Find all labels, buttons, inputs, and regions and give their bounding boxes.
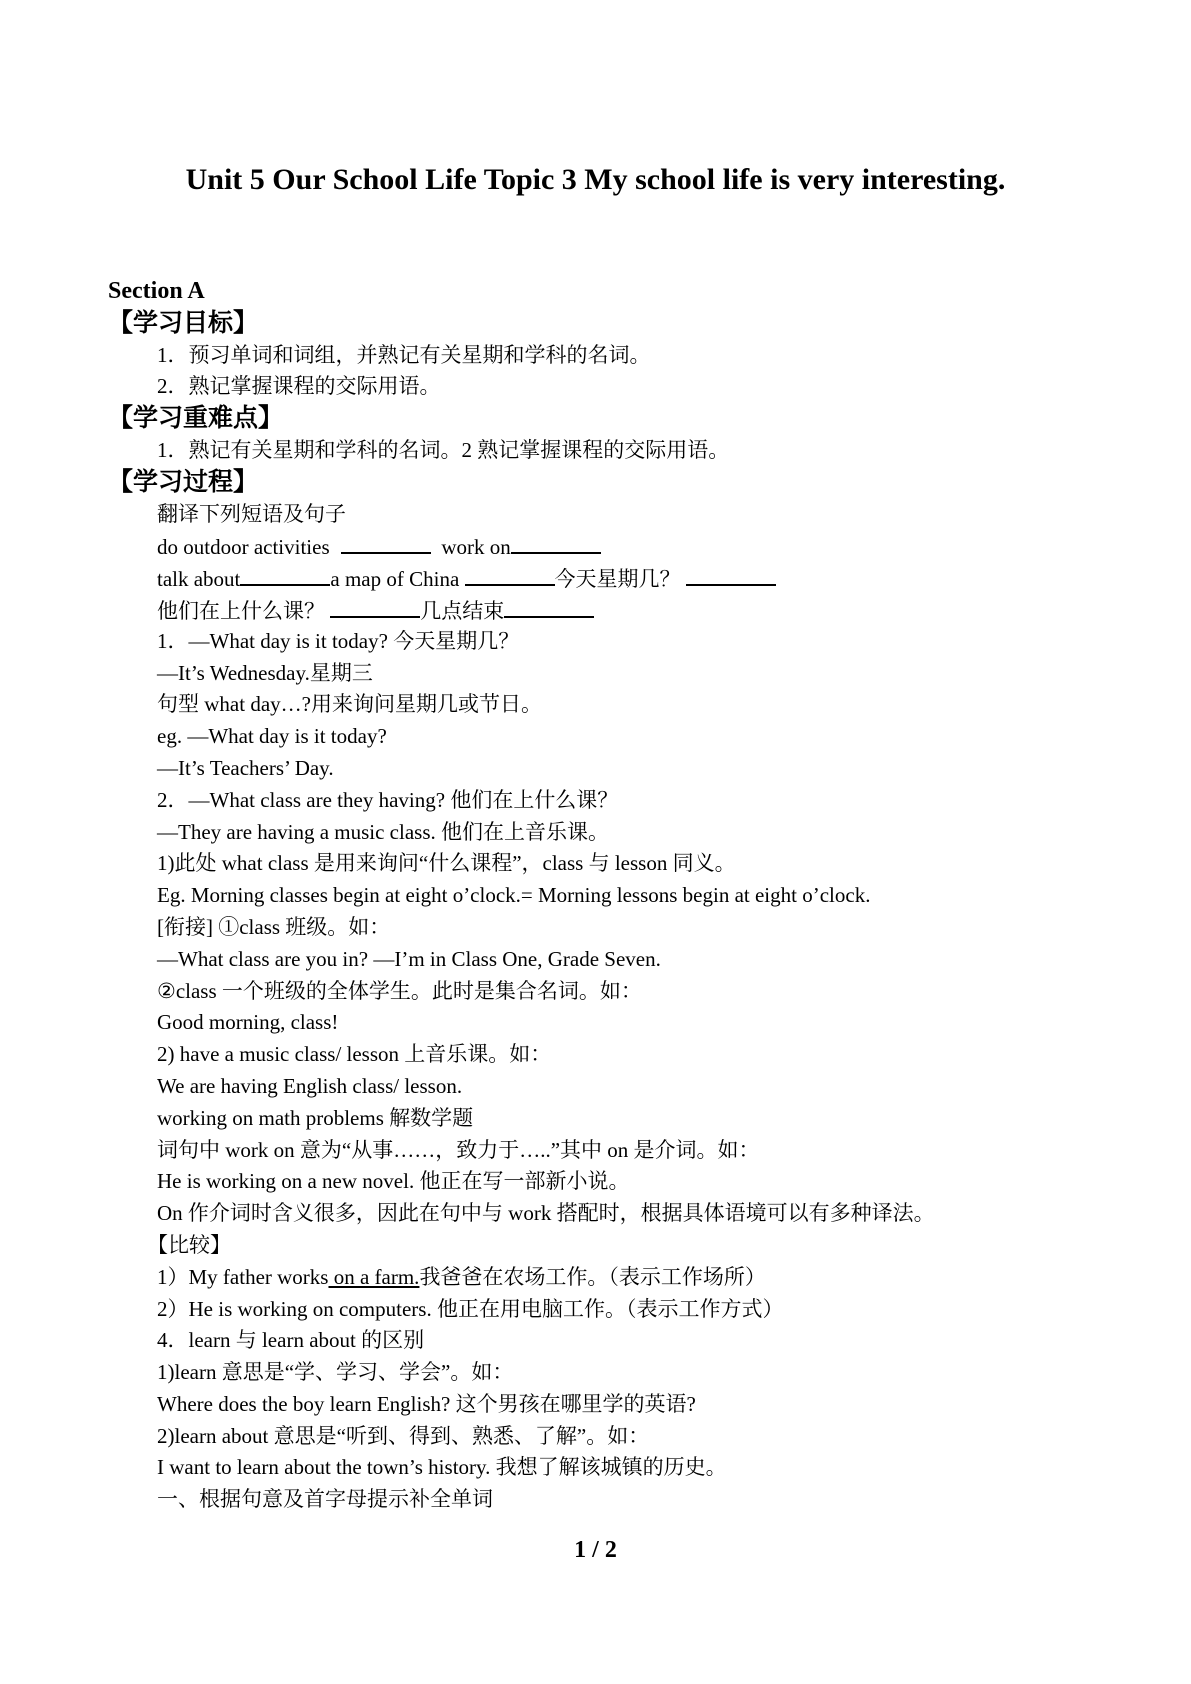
text-line: —What class are you in? —I’m in Class One, Grade Seven.: [157, 946, 661, 971]
text-line: —It’s Teachers’ Day.: [157, 755, 334, 780]
compare-heading: 【比较】: [147, 1232, 231, 1257]
text-line: 句型 what day…?用来询问星期几或节日。: [157, 692, 542, 717]
text-line: 2．—What class are they having? 他们在上什么课？: [157, 787, 619, 812]
phrase-text: talk about: [157, 567, 241, 592]
text-line: eg. —What day is it today?: [157, 724, 387, 749]
answer-blank[interactable]: [240, 562, 330, 586]
answer-blank[interactable]: [504, 594, 594, 618]
answer-blank[interactable]: [330, 594, 420, 618]
page-title: Unit 5 Our School Life Topic 3 My school life is very interesting.: [185, 163, 1006, 196]
text-line: 词句中 work on 意为“从事……，致力于…..”其中 on 是介词。如：: [157, 1137, 760, 1162]
text-line: ②class 一个班级的全体学生。此时是集合名词。如：: [157, 978, 642, 1003]
translate-row: [0, 594, 1191, 626]
phrase-text: a map of China: [330, 567, 465, 592]
compare-line: [0, 1262, 1191, 1294]
phrase-text: 他们在上什么课？: [157, 598, 331, 623]
section-title: Section A: [108, 278, 205, 304]
translate-row: [0, 530, 1191, 562]
text-line: [衔接] ①class 班级。如：: [157, 914, 391, 939]
text-line: He is working on a new novel. 他正在写一部新小说。: [157, 1169, 630, 1194]
phrase-text: 几点结束: [420, 598, 505, 623]
text-line: Eg. Morning classes begin at eight o’clock.= Morning lessons begin at eight o’clock.: [157, 883, 871, 908]
objective-item: 1．预习单词和词组，并熟记有关星期和学科的名词。: [157, 342, 651, 367]
compare-text: 1）My father works: [157, 1264, 329, 1289]
translate-row: [0, 562, 1191, 594]
translate-intro: 翻译下列短语及句子: [157, 501, 346, 526]
answer-blank[interactable]: [511, 530, 601, 554]
key-point-item: 1．熟记有关星期和学科的名词。2 熟记掌握课程的交际用语。: [157, 437, 730, 462]
text-line: 1．—What day is it today? 今天星期几？: [157, 628, 520, 653]
heading-process: 【学习过程】: [108, 468, 259, 496]
text-line: 2) have a music class/ lesson 上音乐课。如：: [157, 1042, 552, 1067]
heading-objectives: 【学习目标】: [108, 309, 259, 337]
answer-blank[interactable]: [686, 562, 776, 586]
compare-text: 我爸爸在农场工作。（表示工作场所）: [419, 1264, 766, 1289]
text-line: I want to learn about the town’s history. 我想了解该城镇的历史。: [157, 1455, 727, 1480]
text-line: —It’s Wednesday.星期三: [157, 660, 373, 685]
compare-underlined-text: on a farm.: [328, 1264, 420, 1289]
text-line: 1)learn 意思是“学、学习、学会”。如：: [157, 1360, 514, 1385]
document-body: [0, 276, 1191, 1516]
phrase-text: work on: [430, 535, 511, 560]
text-line: On 作介词时含义很多，因此在句中与 work 搭配时，根据具体语境可以有多种译法。: [157, 1201, 935, 1226]
text-line: 4．learn 与 learn about 的区别: [157, 1328, 425, 1353]
heading-key-points: 【学习重难点】: [108, 405, 284, 433]
objective-item: 2．熟记掌握课程的交际用语。: [157, 374, 441, 399]
text-line: —They are having a music class. 他们在上音乐课。: [157, 819, 609, 844]
phrase-text: do outdoor activities: [157, 535, 335, 560]
text-line: Where does the boy learn English? 这个男孩在哪里学的英语?: [157, 1391, 696, 1416]
text-line: 一、根据句意及首字母提示补全单词: [157, 1487, 493, 1512]
page-number: 1 / 2: [574, 1537, 617, 1563]
text-line: Good morning, class!: [157, 1010, 339, 1035]
text-line: 2）He is working on computers. 他正在用电脑工作。（表示工作方式）: [157, 1296, 784, 1321]
text-line: We are having English class/ lesson.: [157, 1073, 463, 1098]
text-line: working on math problems 解数学题: [157, 1105, 474, 1130]
text-line: 2)learn about 意思是“听到、得到、熟悉、了解”。如：: [157, 1423, 650, 1448]
answer-blank[interactable]: [341, 530, 431, 554]
text-line: 1)此处 what class 是用来询问“什么课程”，class 与 lesson 同义。: [157, 851, 736, 876]
answer-blank[interactable]: [465, 562, 555, 586]
phrase-text: 今天星期几？: [554, 567, 686, 592]
